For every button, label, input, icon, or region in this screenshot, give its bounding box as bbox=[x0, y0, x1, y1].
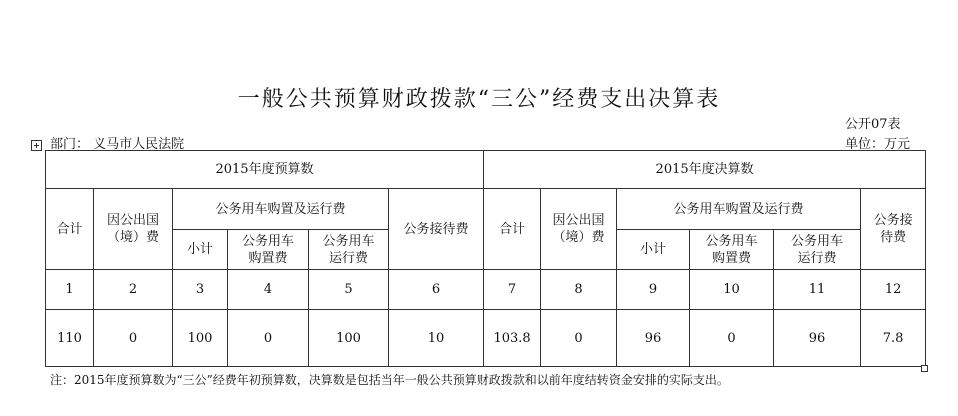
value-row bbox=[46, 310, 926, 367]
footnote: 注：2015年度预算数为“三公”经费年初预算数，决算数是包括当年一般公共预算财政拨款和以前年度结转资金安排的实际支出。 bbox=[50, 373, 729, 387]
value-cell: 7.8 bbox=[861, 310, 926, 367]
expenditure-table bbox=[45, 150, 926, 367]
index-cell: 2 bbox=[94, 270, 173, 310]
final-total-header: 合计 bbox=[484, 189, 541, 270]
value-cell: 0 bbox=[94, 310, 173, 367]
budget-subtotal-header: 小计 bbox=[173, 230, 228, 270]
index-cell: 1 bbox=[46, 270, 94, 310]
header-line: 公务用车 bbox=[322, 233, 375, 249]
final-subtotal-header: 小计 bbox=[617, 230, 690, 270]
value-cell: 0 bbox=[690, 310, 774, 367]
value-cell: 96 bbox=[774, 310, 861, 367]
value-cell: 10 bbox=[389, 310, 484, 367]
value-cell: 0 bbox=[541, 310, 617, 367]
budget-abroad-header bbox=[94, 189, 173, 270]
value-cell: 0 bbox=[228, 310, 309, 367]
header-line: 公务用车 bbox=[241, 233, 294, 249]
value-cell: 103.8 bbox=[484, 310, 541, 367]
final-abroad-header bbox=[541, 189, 617, 270]
index-cell: 8 bbox=[541, 270, 617, 310]
department-label: 部门： 义马市人民法院 bbox=[50, 137, 185, 152]
value-cell: 100 bbox=[309, 310, 389, 367]
subgroup-header-row bbox=[46, 189, 926, 230]
index-cell: 7 bbox=[484, 270, 541, 310]
budget-vehicle-group-header: 公务用车购置及运行费 bbox=[173, 189, 389, 230]
header-line: 因公出国 bbox=[552, 213, 605, 228]
budget-total-header: 合计 bbox=[46, 189, 94, 270]
index-cell: 11 bbox=[774, 270, 861, 310]
page-title: 一般公共预算财政拨款“三公”经费支出决算表 bbox=[237, 87, 721, 112]
header-line: （境）费 bbox=[106, 230, 159, 245]
index-row bbox=[46, 270, 926, 310]
header-line: 运行费 bbox=[797, 250, 837, 266]
header-line: 公务用车 bbox=[705, 233, 758, 249]
value-cell: 100 bbox=[173, 310, 228, 367]
index-cell: 4 bbox=[228, 270, 309, 310]
index-cell: 3 bbox=[173, 270, 228, 310]
value-cell: 110 bbox=[46, 310, 94, 367]
index-cell: 12 bbox=[861, 270, 926, 310]
header-line: 因公出国 bbox=[106, 213, 159, 228]
form-number: 公开07表 bbox=[845, 117, 901, 132]
header-line: 公务用车 bbox=[791, 233, 844, 249]
final-group-header: 2015年度决算数 bbox=[484, 151, 926, 189]
table-move-handle-icon[interactable] bbox=[31, 140, 42, 151]
index-cell: 9 bbox=[617, 270, 690, 310]
final-vehicle-purchase-header bbox=[690, 230, 774, 270]
final-reception-header bbox=[861, 189, 926, 270]
unit-label: 单位：万元 bbox=[845, 137, 911, 152]
header-line: 公务接 bbox=[873, 213, 913, 228]
budget-reception-header: 公务接待费 bbox=[389, 189, 484, 270]
group-header-row bbox=[46, 151, 926, 189]
value-cell: 96 bbox=[617, 310, 690, 367]
index-cell: 6 bbox=[389, 270, 484, 310]
index-cell: 5 bbox=[309, 270, 389, 310]
budget-vehicle-purchase-header bbox=[228, 230, 309, 270]
header-line: 待费 bbox=[880, 230, 907, 245]
final-vehicle-group-header: 公务用车购置及运行费 bbox=[617, 189, 861, 230]
header-line: 购置费 bbox=[712, 250, 752, 266]
table-resize-handle[interactable] bbox=[921, 365, 928, 372]
budget-group-header: 2015年度预算数 bbox=[46, 151, 484, 189]
budget-vehicle-operation-header bbox=[309, 230, 389, 270]
header-line: 运行费 bbox=[328, 250, 368, 266]
header-line: 购置费 bbox=[248, 250, 288, 266]
final-vehicle-operation-header bbox=[774, 230, 861, 270]
index-cell: 10 bbox=[690, 270, 774, 310]
header-line: （境）费 bbox=[552, 230, 605, 245]
